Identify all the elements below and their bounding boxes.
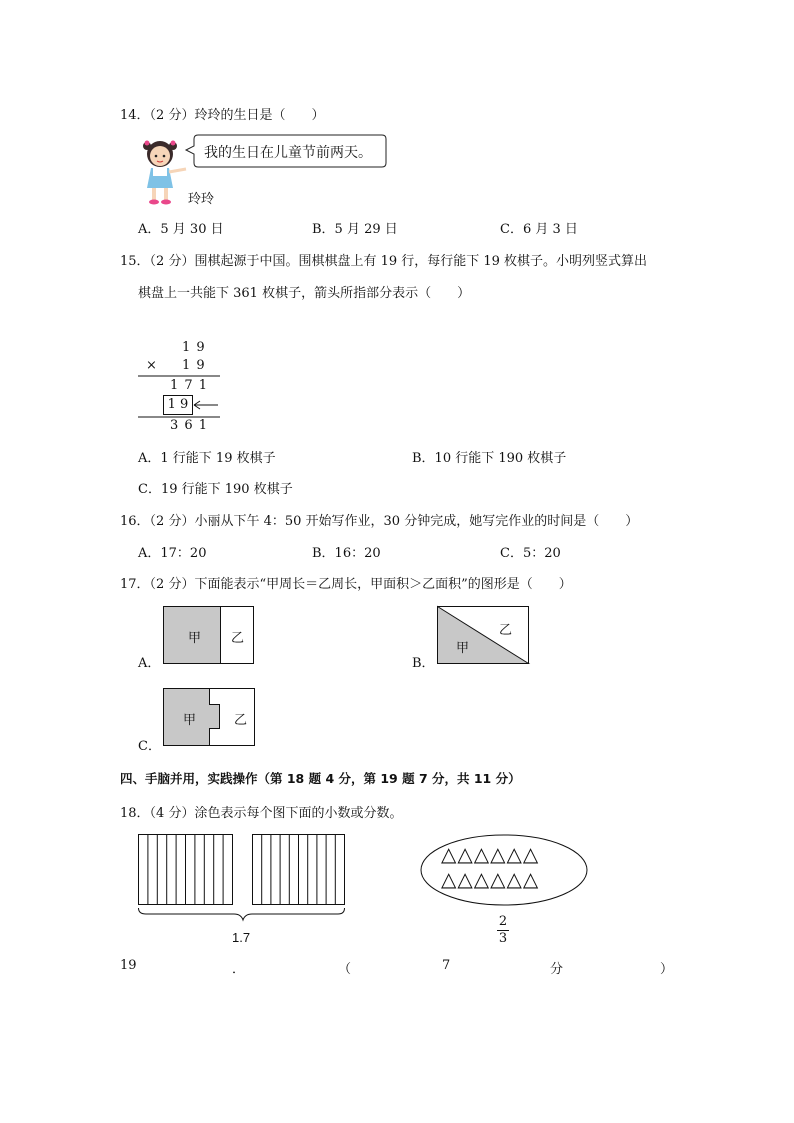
girl-illustration-icon bbox=[138, 136, 190, 208]
fraction-numerator: 2 bbox=[498, 914, 508, 929]
figure-a-jia: 甲 bbox=[188, 631, 202, 646]
decimal-strips-figure bbox=[138, 834, 348, 922]
calc-row3: 1 7 1 bbox=[170, 378, 209, 393]
q16-option-b: B．16：20 bbox=[312, 546, 381, 561]
arrow-left-icon bbox=[192, 398, 220, 412]
q17-option-a: A． bbox=[138, 656, 161, 671]
q19-number: 19 bbox=[120, 958, 137, 973]
q19-close-paren: ） bbox=[660, 962, 674, 977]
figure-c-jia: 甲 bbox=[183, 713, 197, 728]
calc-boxed: 1 9 bbox=[163, 395, 193, 415]
q15-option-c: C．19 行能下 190 枚棋子 bbox=[138, 482, 293, 497]
q17-option-b: B． bbox=[412, 656, 435, 671]
figure-b-jia: 甲 bbox=[456, 641, 470, 656]
q19-dot: ． bbox=[232, 962, 246, 977]
q19-fen: 分 bbox=[550, 962, 564, 977]
q19-open-paren: （ bbox=[338, 962, 352, 977]
fraction-denominator: 3 bbox=[498, 931, 508, 946]
girl-name: 玲玲 bbox=[188, 192, 215, 207]
q16-option-c: C．5：20 bbox=[500, 546, 561, 561]
calc-result: 3 6 1 bbox=[170, 418, 209, 433]
q14-option-b: B．5 月 29 日 bbox=[312, 222, 398, 237]
q16-option-a: A．17：20 bbox=[138, 546, 207, 561]
figure-b bbox=[437, 606, 529, 664]
calc-row2: 1 9 bbox=[182, 358, 206, 373]
q15-option-b: B．10 行能下 190 枚棋子 bbox=[412, 451, 567, 466]
q18-stem: 18．（4 分）涂色表示每个图下面的小数或分数。 bbox=[120, 806, 403, 821]
q15-option-a: A．1 行能下 19 枚棋子 bbox=[138, 451, 276, 466]
q16-stem: 16．（2 分）小丽从下午 4：50 开始写作业，30 分钟完成，她写完作业的时间是（ ） bbox=[120, 514, 639, 529]
q17-option-c: C． bbox=[138, 739, 161, 754]
q15-stem-line1: 15．（2 分）围棋起源于中国。围棋棋盘上有 19 行，每行能下 19 枚棋子。小明列竖式算出 bbox=[120, 254, 648, 269]
q19-score: 7 bbox=[442, 958, 451, 973]
fraction-label bbox=[497, 915, 509, 946]
calc-row1: 1 9 bbox=[182, 340, 206, 355]
q14-option-a: A．5 月 30 日 bbox=[138, 222, 224, 237]
q14-option-c: C．6 月 3 日 bbox=[500, 222, 578, 237]
figure-b-yi: 乙 bbox=[499, 623, 513, 638]
decimal-label: 1.7 bbox=[232, 930, 251, 945]
brace bbox=[139, 908, 345, 920]
speech-text: 我的生日在儿童节前两天。 bbox=[204, 145, 372, 161]
section4-title: 四、手脑并用，实践操作（第 18 题 4 分，第 19 题 7 分，共 11 分） bbox=[120, 771, 521, 786]
q14-stem: 14．（2 分）玲玲的生日是（ ） bbox=[120, 108, 325, 123]
triangles-row2: △△△△△△ bbox=[441, 867, 540, 891]
triangles-row1: △△△△△△ bbox=[441, 842, 540, 866]
figure-a-yi: 乙 bbox=[231, 631, 245, 646]
calc-times: × bbox=[146, 358, 157, 373]
q15-stem-line2: 棋盘上一共能下 361 枚棋子，箭头所指部分表示（ ） bbox=[138, 286, 471, 301]
q17-stem: 17．（2 分）下面能表示“甲周长＝乙周长，甲面积＞乙面积”的图形是（ ） bbox=[120, 577, 572, 592]
figure-c-yi: 乙 bbox=[234, 713, 248, 728]
